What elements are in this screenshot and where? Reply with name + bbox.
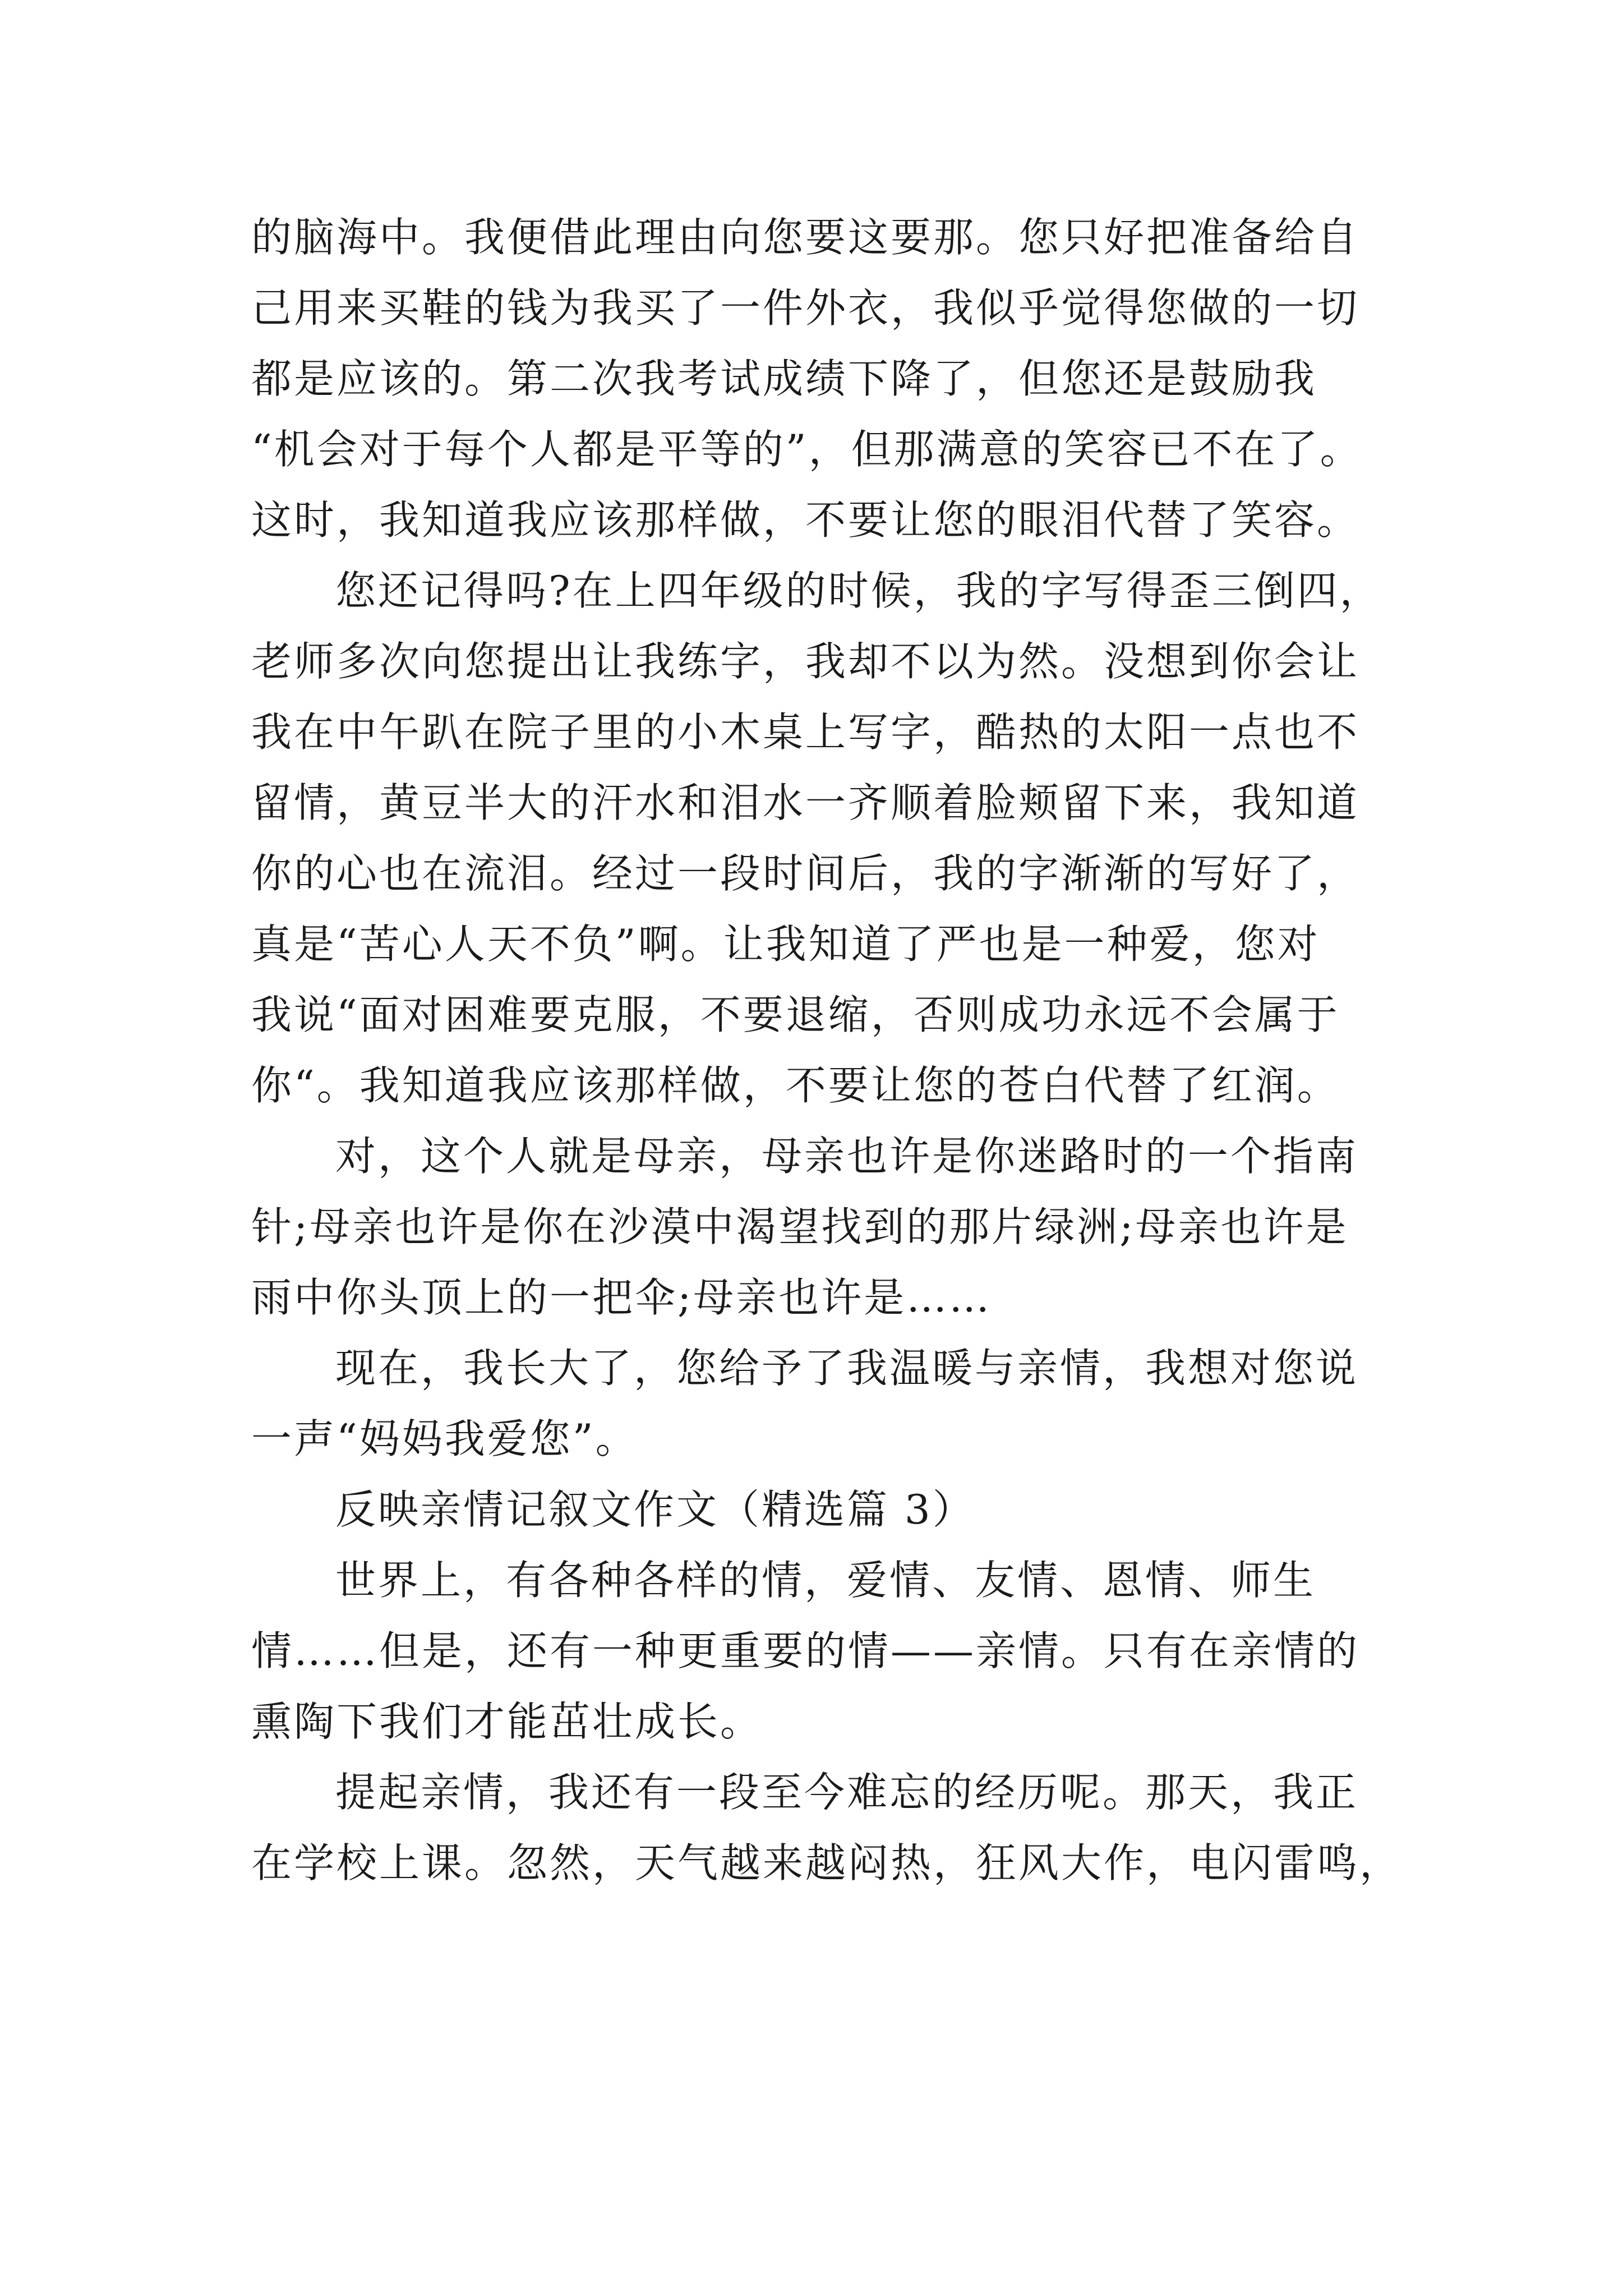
text-line: 在学校上课。忽然，天气越来越闷热，狂风大作，电闪雷鸣， [251,1839,1403,1887]
text-line: 一声“妈妈我爱您”。 [251,1415,638,1462]
section-heading: 反映亲情记叙文作文（精选篇 3） [335,1486,975,1533]
document-body [251,202,1403,1898]
text-line: “机会对于每个人都是平等的”，但那满意的笑容已不在了。 [251,426,1363,473]
text-line: 的脑海中。我便借此理由向您要这要那。您只好把准备给自 [251,214,1360,261]
text-line: 这时，我知道我应该那样做，不要让您的眼泪代替了笑容。 [251,496,1360,544]
text-line: 你的心也在流泪。经过一段时间后，我的字渐渐的写好了， [251,850,1360,897]
text-line: 熏陶下我们才能茁壮成长。 [251,1698,763,1745]
paragraph-start-line: 提起亲情，我还有一段至今难忘的经历呢。那天，我正 [335,1769,1359,1816]
text-line: 老师多次向您提出让我练字，我却不以为然。没想到你会让 [251,638,1360,685]
paragraph-start-line: 您还记得吗?在上四年级的时候，我的字写得歪三倒四， [335,567,1382,614]
text-line: 都是应该的。第二次我考试成绩下降了，但您还是鼓励我 [251,355,1317,402]
text-line: 我在中午趴在院子里的小木桌上写字，酷热的太阳一点也不 [251,708,1360,756]
text-line: 情……但是，还有一种更重要的情——亲情。只有在亲情的 [251,1627,1360,1674]
text-line: 真是“苦心人天不负”啊。让我知道了严也是一种爱，您对 [251,921,1320,968]
paragraph-start-line: 现在，我长大了，您给予了我温暖与亲情，我想对您说 [335,1345,1359,1392]
text-line: 雨中你头顶上的一把伞;母亲也许是…… [251,1274,992,1321]
text-line: 针;母亲也许是你在沙漠中渴望找到的那片绿洲;母亲也许是 [251,1203,1349,1250]
text-line: 我说“面对困难要克服，不要退缩，否则成功永远不会属于 [251,991,1340,1038]
text-line: 己用来买鞋的钱为我买了一件外衣，我似乎觉得您做的一切 [251,284,1360,332]
paragraph-start-line: 对，这个人就是母亲，母亲也许是你迷路时的一个指南 [335,1133,1359,1180]
text-line: 你“。我知道我应该那样做，不要让您的苍白代替了红润。 [251,1062,1340,1109]
paragraph-start-line: 世界上，有各种各样的情，爱情、友情、恩情、师生 [335,1557,1316,1604]
text-line: 留情，黄豆半大的汗水和泪水一齐顺着脸颊留下来，我知道 [251,779,1360,826]
